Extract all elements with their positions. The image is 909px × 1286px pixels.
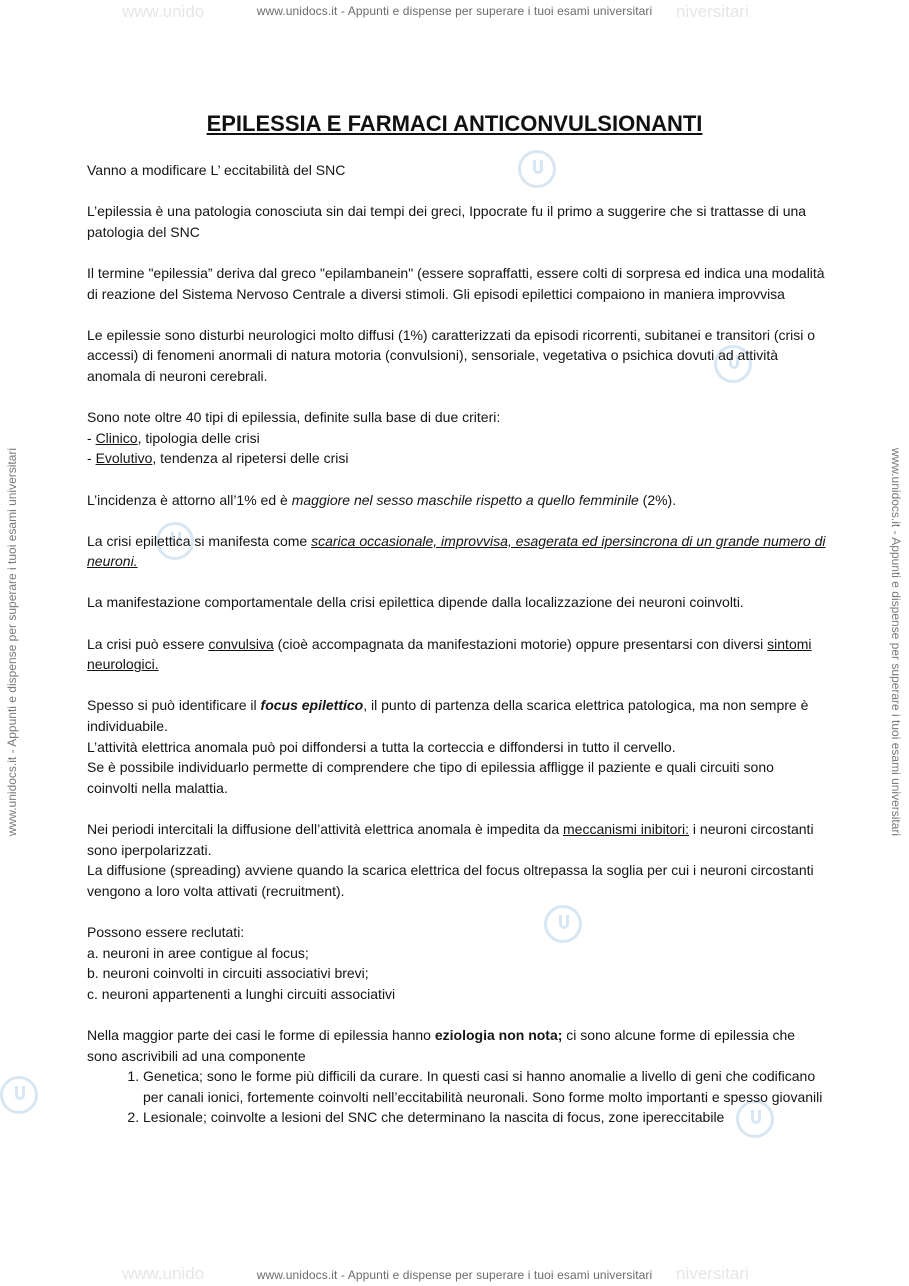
focus-identification: Se è possibile individuarlo permette di comprendere che tipo di epilessia affligge il paziente e quali circuiti sono coinvolti nella malattia.: [87, 759, 774, 796]
criteria-evolutive-term: Evolutivo: [95, 450, 153, 467]
crisis-text: La crisi epilettica si manifesta come: [87, 532, 312, 549]
focus-text: Spesso si può identificare il: [87, 697, 261, 714]
paragraph-criteria: [87, 407, 827, 469]
paragraph-convulsive: [87, 634, 827, 675]
criteria-clinical-text: , tipologia delle crisi: [137, 429, 260, 446]
interictal-text-end: i neuroni circostanti sono iperpolarizzati.: [87, 821, 814, 858]
criteria-clinical-term: Clinico: [95, 429, 138, 446]
watermark-ghost-right-bottom: niversitari: [676, 1264, 749, 1283]
paragraph-crisis: [87, 531, 827, 572]
unidocs-logo-icon: [0, 1076, 38, 1114]
inhibitory-mechanisms-term: meccanismi inibitori:: [563, 821, 690, 837]
paragraph-focus: [87, 695, 827, 798]
neurological-symptoms-term: sintomi neurologici.: [87, 635, 812, 673]
recruitment-intro: Possono essere reclutati:: [87, 923, 245, 940]
watermark-footer: www.unidocs.it - Appunti e dispense per superare i tuoi esami universitari: [256, 1268, 653, 1282]
etiology-unknown-term: eziologia non nota;: [434, 1026, 563, 1043]
etiology-text: Nella maggior parte dei casi le forme di epilessia hanno: [87, 1026, 435, 1043]
paragraph-etymology: Il termine "epilessia” deriva dal greco "epilambanein" (essere sopraffatti, essere colti di sorpresa ed indica una modalità di reazione del Sistema Nervoso Centrale a diversi stimoli. Gli episodi epilettici compaiono in maniera improvvisa: [87, 264, 825, 302]
spreading-text: La diffusione (spreading) avviene quando la scarica elettrica del focus oltrepassa la soglia per cui i neuroni circostanti vengono a loro volta attivati (recruitment).: [87, 862, 814, 899]
paragraph-definition: Le epilessie sono disturbi neurologici molto diffusi (1%) caratterizzati da episodi ricorrenti, subitanei e transitori (crisi o accessi) di fenomeni anormali di natura motoria (convulsioni), sensoriale, vegetativa o psichica dovuti ad attività anomala di neuroni cerebrali.: [87, 326, 816, 384]
paragraph-history: L’epilessia è una patologia conosciuta sin dai tempi dei greci, Ippocrate fu il primo a suggerire che si trattasse di una patologia del SNC: [87, 203, 807, 240]
etiology-list: [87, 1066, 827, 1128]
paragraph-recruitment: [87, 922, 827, 1004]
watermark-ghost-left: www.unido: [122, 2, 205, 21]
document-body: [87, 160, 827, 1128]
watermark-ghost-right: niversitari: [676, 2, 749, 21]
recruitment-item-a: a. neuroni in aree contigue al focus;: [87, 944, 309, 961]
paragraph-interictal: [87, 819, 827, 901]
convulsive-text-mid: (cioè accompagnata da manifestazioni motorie) oppure presentarsi con diversi: [273, 635, 768, 652]
focus-text-end: , il punto di partenza della scarica elettrica patologica, ma non sempre è individuabile.: [87, 697, 809, 735]
paragraph-incidence: [87, 490, 827, 511]
watermark-side-right: www.unidocs.it - Appunti e dispense per superare i tuoi esami universitari: [889, 447, 903, 837]
recruitment-item-c: c. neuroni appartenenti a lunghi circuiti associativi: [87, 985, 396, 1002]
convulsive-text: La crisi può essere: [87, 635, 209, 652]
paragraph-intro: Vanno a modificare L’ eccitabilità del SNC: [87, 162, 346, 178]
incidence-emphasis: maggiore nel sesso maschile rispetto a quello femminile: [291, 491, 639, 508]
crisis-definition: scarica occasionale, improvvisa, esagerata ed ipersincrona di un grande numero di neuroni.: [87, 532, 826, 570]
interictal-text: Nei periodi intercitali la diffusione dell’attività elettrica anomala è impedita da: [87, 821, 563, 837]
paragraph-manifestation: La manifestazione comportamentale della crisi epilettica dipende dalla localizzazione dei neuroni coinvolti.: [87, 594, 744, 611]
criteria-evolutive-text: , tendenza al ripetersi delle crisi: [152, 450, 349, 467]
focus-spread: L’attività elettrica anomala può poi diffondersi a tutta la corteccia e diffondersi in tutto il cervello.: [87, 738, 676, 755]
watermark-side-left: www.unidocs.it - Appunti e dispense per superare i tuoi esami universitari: [5, 447, 19, 837]
incidence-text-end: (2%).: [638, 491, 677, 508]
incidence-text: L’incidenza è attorno all’1% ed è: [87, 491, 292, 508]
focus-term: focus epilettico: [260, 697, 364, 714]
recruitment-item-b: b. neuroni coinvolti in circuiti associativi brevi;: [87, 965, 369, 982]
criteria-intro: Sono note oltre 40 tipi di epilessia, definite sulla base di due criteri:: [87, 409, 501, 426]
watermark-header: www.unidocs.it - Appunti e dispense per superare i tuoi esami universitari: [256, 4, 653, 18]
document-title: EPILESSIA E FARMACI ANTICONVULSIONANTI: [206, 111, 703, 136]
etiology-item-lesional: 2. Lesionale; coinvolte a lesioni del SNC che determinano la nascita di focus, zone ipereccitabile: [143, 1107, 827, 1128]
paragraph-etiology: [87, 1025, 827, 1066]
criteria-dash: -: [87, 429, 96, 446]
watermark-ghost-left-bottom: www.unido: [122, 1264, 205, 1283]
convulsive-term: convulsiva: [208, 635, 274, 652]
etiology-text-end: ci sono alcune forme di epilessia che sono ascrivibili ad una componente: [87, 1026, 796, 1064]
etiology-item-genetic: 1. Genetica; sono le forme più difficili da curare. In questi casi si hanno anomalie a livello di geni che codificano per canali ionici, fortemente coinvolti nell’eccitabilità neuronali. Sono forme molto importanti e spesso giovanili: [143, 1066, 827, 1107]
criteria-dash: -: [87, 450, 96, 467]
